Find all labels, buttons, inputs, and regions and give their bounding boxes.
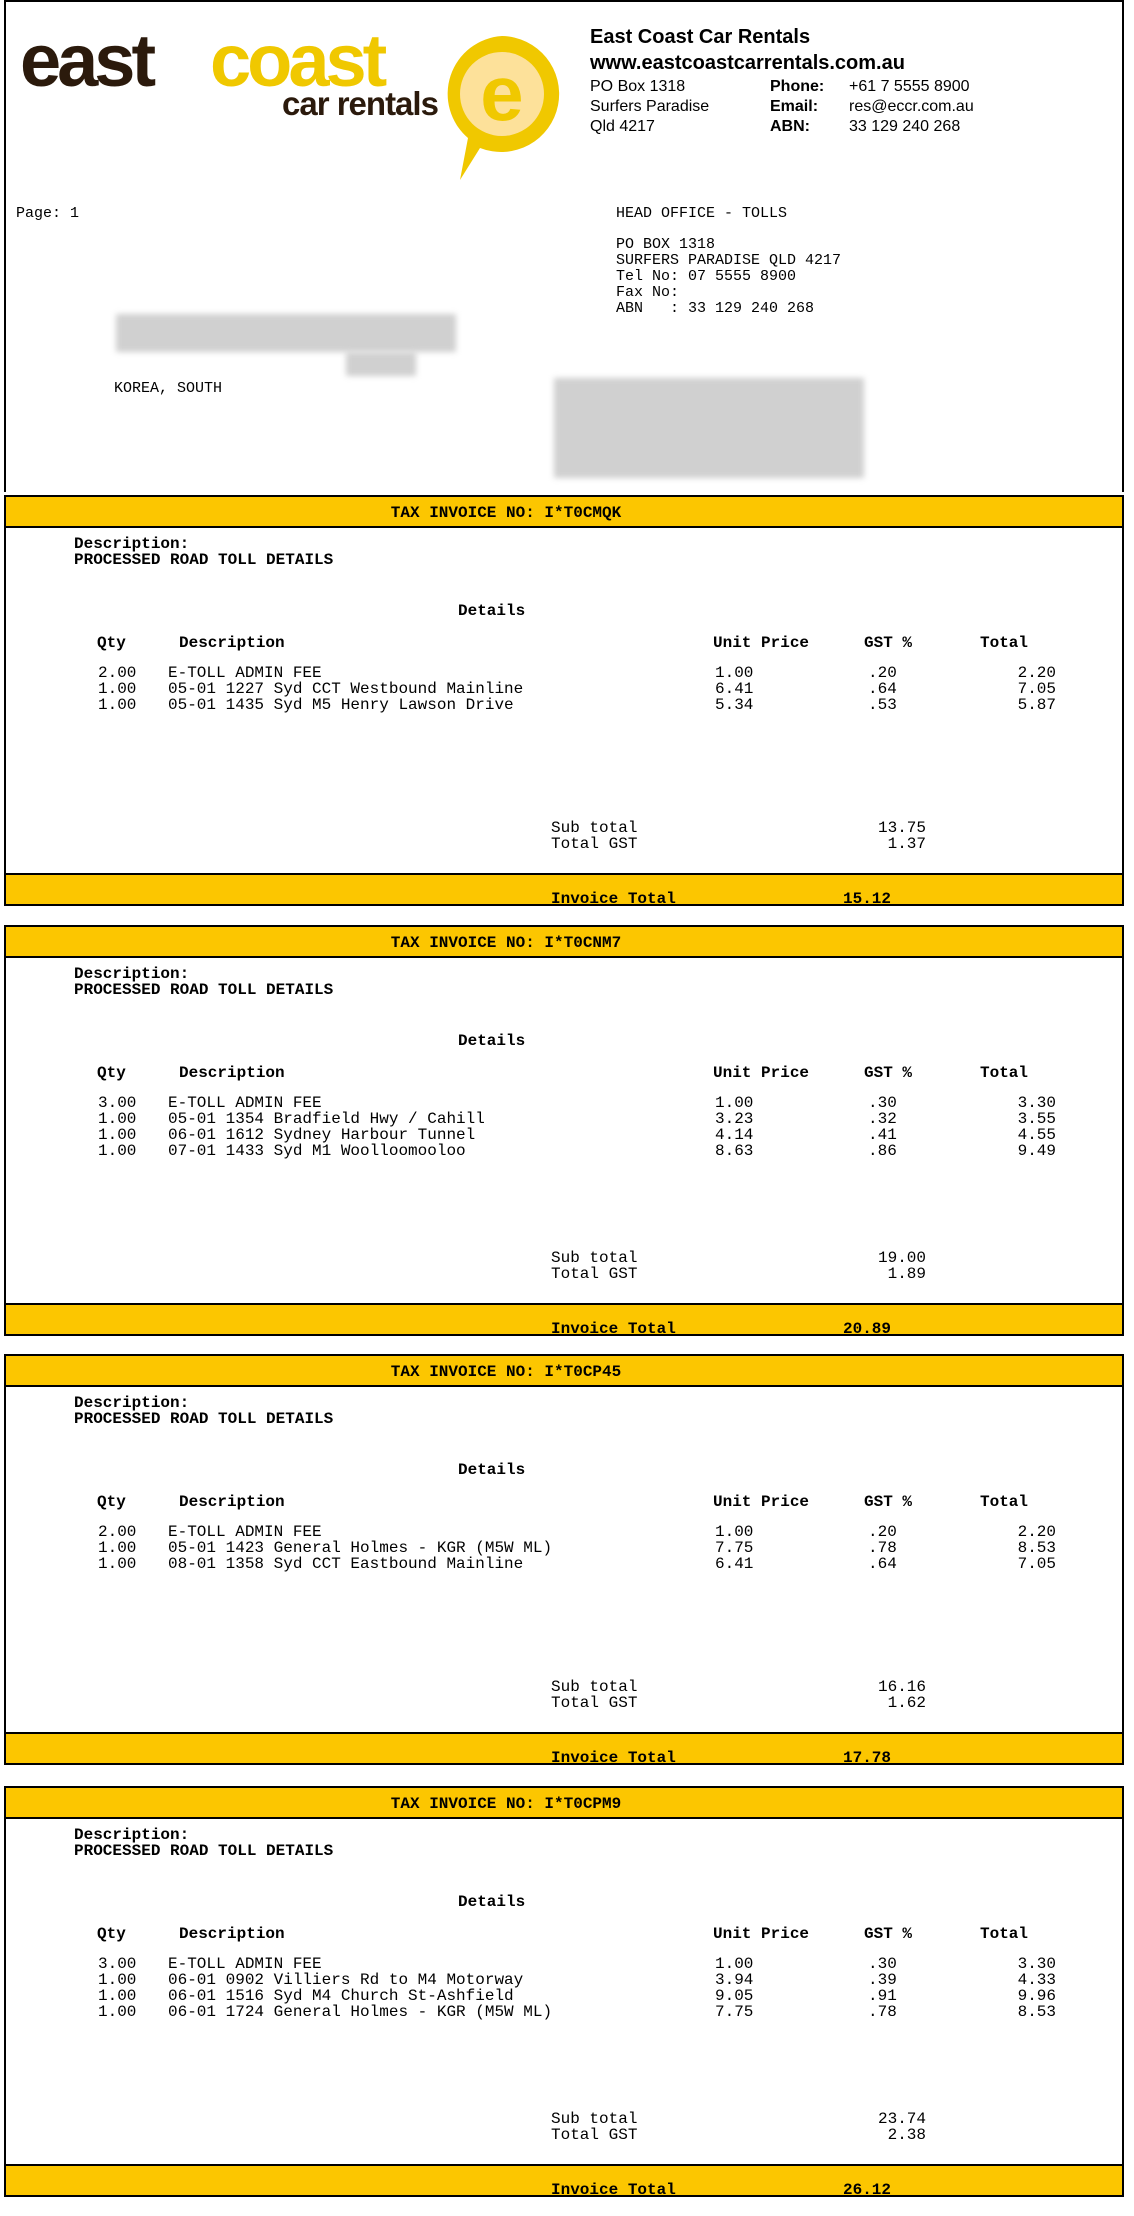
invoice-title-bar [4, 1354, 1124, 1387]
row-qty: 1.00 [98, 680, 137, 698]
redacted-recipient-address [554, 378, 864, 478]
row-qty: 1.00 [98, 1539, 137, 1557]
total-gst-label: Total GST [551, 835, 638, 853]
sub-total-value: 23.74 [877, 2110, 926, 2128]
row-gst: .64 [868, 680, 897, 698]
invoice-title-bar [4, 1786, 1124, 1819]
row-description: 06-01 0902 Villiers Rd to M4 Motorway [168, 1971, 524, 1989]
invoice-total-value: 17.78 [842, 1749, 891, 1765]
column-header-description: Description [179, 1925, 285, 1943]
svg-text:e: e [480, 49, 524, 137]
row-total: 8.53 [1017, 1539, 1056, 1557]
row-qty: 1.00 [98, 1555, 137, 1573]
company-logo [20, 19, 550, 179]
column-header-qty: Qty [97, 1064, 126, 1082]
row-total: 3.30 [1017, 1955, 1056, 1973]
row-unit-price: 1.00 [715, 664, 754, 682]
abn-label: ABN: [770, 118, 810, 135]
row-unit-price: 7.75 [715, 2003, 754, 2021]
row-unit-price: 1.00 [715, 1955, 754, 1973]
total-gst-label: Total GST [551, 1265, 638, 1283]
row-description: 05-01 1423 General Holmes - KGR (M5W ML) [168, 1539, 553, 1557]
email-label: Email: [770, 98, 819, 115]
redacted-recipient-name [116, 314, 456, 352]
row-qty: 2.00 [98, 1523, 137, 1541]
invoice-number: TAX INVOICE NO: I*T0CNM7 [390, 934, 622, 952]
column-header-unit-price: Unit Price [713, 1493, 810, 1511]
row-description: 07-01 1433 Syd M1 Woolloomooloo [168, 1142, 466, 1160]
row-qty: 3.00 [98, 1955, 137, 1973]
row-gst: .91 [868, 1987, 897, 2005]
row-qty: 1.00 [98, 1142, 137, 1160]
row-qty: 1.00 [98, 696, 137, 714]
row-description: 08-01 1358 Syd CCT Eastbound Mainline [168, 1555, 524, 1573]
invoice-total-bar [4, 1303, 1124, 1336]
description-label: Description: [74, 965, 190, 983]
company-address-line-1: PO Box 1318 [590, 78, 686, 95]
row-qty: 1.00 [98, 1987, 137, 2005]
row-total: 4.33 [1017, 1971, 1056, 1989]
row-total: 5.87 [1017, 696, 1056, 714]
office-line-3: Tel No: 07 5555 8900 [616, 268, 797, 285]
invoice-title-bar [4, 495, 1124, 528]
row-unit-price: 7.75 [715, 1539, 754, 1557]
redacted-recipient-line [346, 352, 416, 376]
row-gst: .20 [868, 1523, 897, 1541]
invoice-block [4, 495, 1124, 905]
company-email[interactable]: res@eccr.com.au [849, 98, 974, 115]
row-unit-price: 6.41 [715, 680, 754, 698]
column-header-gst: GST % [864, 1064, 913, 1082]
column-header-total: Total [980, 634, 1029, 652]
sub-total-value: 16.16 [877, 1678, 926, 1696]
row-unit-price: 3.94 [715, 1971, 754, 1989]
invoice-total-bar [4, 1732, 1124, 1765]
details-heading: Details [458, 1893, 526, 1911]
column-header-gst: GST % [864, 634, 913, 652]
column-header-unit-price: Unit Price [713, 634, 810, 652]
invoice-total-label: Invoice Total [551, 1320, 676, 1336]
invoice-description: PROCESSED ROAD TOLL DETAILS [74, 1842, 334, 1860]
invoice-body [4, 958, 1124, 1303]
row-qty: 1.00 [98, 1971, 137, 1989]
row-gst: .78 [868, 1539, 897, 1557]
column-header-unit-price: Unit Price [713, 1064, 810, 1082]
logo-speech-bubble-icon [440, 32, 565, 182]
description-label: Description: [74, 1394, 190, 1412]
invoice-total-value: 20.89 [842, 1320, 891, 1336]
details-heading: Details [458, 602, 526, 620]
row-gst: .30 [868, 1955, 897, 1973]
row-total: 3.55 [1017, 1110, 1056, 1128]
row-qty: 3.00 [98, 1094, 137, 1112]
invoice-total-bar [4, 873, 1124, 906]
invoice-description: PROCESSED ROAD TOLL DETAILS [74, 551, 334, 569]
row-total: 2.20 [1017, 1523, 1056, 1541]
column-header-unit-price: Unit Price [713, 1925, 810, 1943]
invoice-total-label: Invoice Total [551, 2181, 676, 2197]
invoice-total-value: 26.12 [842, 2181, 891, 2197]
row-gst: .32 [868, 1110, 897, 1128]
row-description: 06-01 1724 General Holmes - KGR (M5W ML) [168, 2003, 553, 2021]
description-label: Description: [74, 1826, 190, 1844]
row-total: 7.05 [1017, 680, 1056, 698]
row-description: 06-01 1612 Sydney Harbour Tunnel [168, 1126, 476, 1144]
column-header-qty: Qty [97, 1493, 126, 1511]
description-label: Description: [74, 535, 190, 553]
row-unit-price: 1.00 [715, 1523, 754, 1541]
row-unit-price: 5.34 [715, 696, 754, 714]
row-description: E-TOLL ADMIN FEE [168, 1955, 322, 1973]
office-line-1: PO BOX 1318 [616, 236, 716, 253]
company-address-line-2: Surfers Paradise [590, 98, 710, 115]
total-gst-value: 1.37 [887, 835, 926, 853]
invoice-description: PROCESSED ROAD TOLL DETAILS [74, 981, 334, 999]
total-gst-value: 2.38 [887, 2126, 926, 2144]
invoice-body [4, 1387, 1124, 1732]
invoice-total-value: 15.12 [842, 890, 891, 906]
row-description: E-TOLL ADMIN FEE [168, 1094, 322, 1112]
column-header-qty: Qty [97, 634, 126, 652]
total-gst-label: Total GST [551, 2126, 638, 2144]
total-gst-label: Total GST [551, 1694, 638, 1712]
office-line-2: SURFERS PARADISE QLD 4217 [616, 252, 842, 269]
logo-word-coast: coast [210, 19, 384, 102]
row-gst: .41 [868, 1126, 897, 1144]
row-total: 9.49 [1017, 1142, 1056, 1160]
sub-total-label: Sub total [551, 2110, 638, 2128]
row-gst: .20 [868, 664, 897, 682]
row-description: 05-01 1227 Syd CCT Westbound Mainline [168, 680, 524, 698]
details-heading: Details [458, 1461, 526, 1479]
invoice-number: TAX INVOICE NO: I*T0CMQK [390, 504, 622, 522]
company-address-line-3: Qld 4217 [590, 118, 655, 135]
column-header-total: Total [980, 1493, 1029, 1511]
details-heading: Details [458, 1032, 526, 1050]
row-unit-price: 4.14 [715, 1126, 754, 1144]
invoice-block [4, 1354, 1124, 1764]
column-header-description: Description [179, 1493, 285, 1511]
sub-total-label: Sub total [551, 819, 638, 837]
column-header-total: Total [980, 1925, 1029, 1943]
invoice-block [4, 925, 1124, 1335]
row-gst: .64 [868, 1555, 897, 1573]
company-website[interactable]: www.eastcoastcarrentals.com.au [590, 52, 905, 74]
logo-word-east: east [20, 19, 153, 102]
invoice-body [4, 1819, 1124, 2164]
invoice-total-label: Invoice Total [551, 1749, 676, 1765]
invoice-title-bar [4, 925, 1124, 958]
phone-label: Phone: [770, 78, 825, 95]
column-header-gst: GST % [864, 1493, 913, 1511]
row-total: 9.96 [1017, 1987, 1056, 2005]
total-gst-value: 1.89 [887, 1265, 926, 1283]
row-total: 3.30 [1017, 1094, 1056, 1112]
row-unit-price: 3.23 [715, 1110, 754, 1128]
row-gst: .86 [868, 1142, 897, 1160]
company-phone: +61 7 5555 8900 [849, 78, 970, 95]
row-total: 7.05 [1017, 1555, 1056, 1573]
row-unit-price: 8.63 [715, 1142, 754, 1160]
row-qty: 1.00 [98, 1110, 137, 1128]
column-header-description: Description [179, 1064, 285, 1082]
office-line-4: Fax No: [616, 284, 680, 301]
column-header-total: Total [980, 1064, 1029, 1082]
row-gst: .39 [868, 1971, 897, 1989]
invoice-total-bar [4, 2164, 1124, 2197]
row-description: 05-01 1435 Syd M5 Henry Lawson Drive [168, 696, 514, 714]
invoice-header [4, 0, 1124, 492]
row-gst: .53 [868, 696, 897, 714]
column-header-gst: GST % [864, 1925, 913, 1943]
row-description: 06-01 1516 Syd M4 Church St-Ashfield [168, 1987, 514, 2005]
invoice-block [4, 1786, 1124, 2196]
row-description: E-TOLL ADMIN FEE [168, 1523, 322, 1541]
row-description: E-TOLL ADMIN FEE [168, 664, 322, 682]
invoice-total-label: Invoice Total [551, 890, 676, 906]
column-header-qty: Qty [97, 1925, 126, 1943]
column-header-description: Description [179, 634, 285, 652]
sub-total-value: 19.00 [877, 1249, 926, 1267]
logo-word-rentals: car rentals [282, 85, 438, 122]
row-qty: 1.00 [98, 1126, 137, 1144]
row-unit-price: 1.00 [715, 1094, 754, 1112]
company-name: East Coast Car Rentals [590, 26, 811, 48]
sub-total-value: 13.75 [877, 819, 926, 837]
row-description: 05-01 1354 Bradfield Hwy / Cahill [168, 1110, 485, 1128]
invoice-description: PROCESSED ROAD TOLL DETAILS [74, 1410, 334, 1428]
invoice-number: TAX INVOICE NO: I*T0CPM9 [390, 1795, 622, 1813]
recipient-country: KOREA, SOUTH [114, 380, 223, 397]
row-qty: 1.00 [98, 2003, 137, 2021]
office-title: HEAD OFFICE - TOLLS [616, 205, 788, 222]
invoice-number: TAX INVOICE NO: I*T0CP45 [390, 1363, 622, 1381]
row-unit-price: 6.41 [715, 1555, 754, 1573]
row-total: 2.20 [1017, 664, 1056, 682]
page-number: Page: 1 [16, 205, 80, 222]
row-unit-price: 9.05 [715, 1987, 754, 2005]
company-abn: 33 129 240 268 [849, 118, 961, 135]
office-line-5: ABN : 33 129 240 268 [616, 300, 815, 317]
total-gst-value: 1.62 [887, 1694, 926, 1712]
row-gst: .78 [868, 2003, 897, 2021]
row-total: 4.55 [1017, 1126, 1056, 1144]
row-gst: .30 [868, 1094, 897, 1112]
invoice-body [4, 528, 1124, 873]
row-qty: 2.00 [98, 664, 137, 682]
sub-total-label: Sub total [551, 1678, 638, 1696]
row-total: 8.53 [1017, 2003, 1056, 2021]
sub-total-label: Sub total [551, 1249, 638, 1267]
